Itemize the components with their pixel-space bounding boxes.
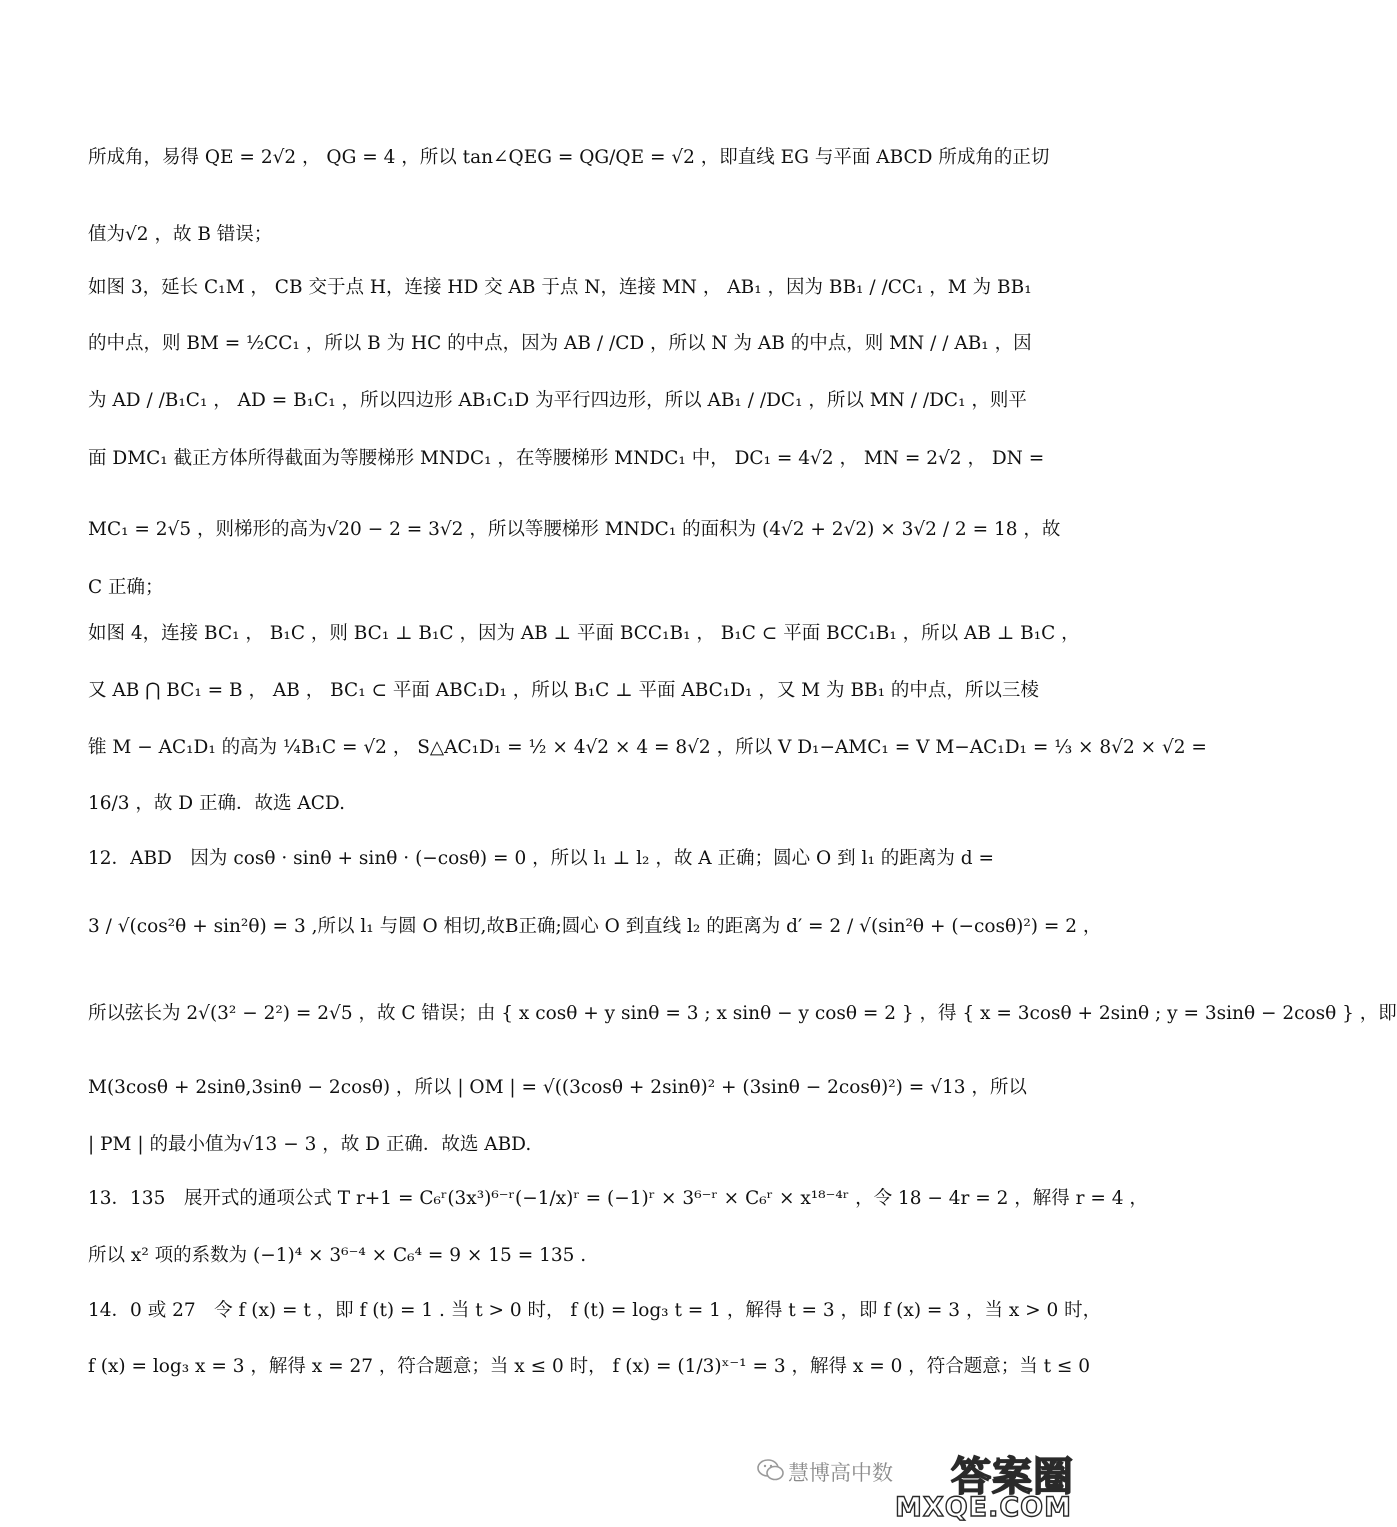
text-line: f (x) = log₃ x = 3 ，解得 x = 27 ，符合题意；当 x ≤ 0 时， f (x) = (1/3)ˣ⁻¹ = 3 ，解得 x = 0 ，符合题意；当 t ≤ 0 <box>88 1356 1091 1377</box>
text-line: C 正确； <box>88 577 164 598</box>
text-line: 所成角，易得 QE = 2√2 ， QG = 4 ，所以 tan∠QEG = QG/QE = √2 ，即直线 EG 与平面 ABCD 所成角的正切 <box>88 147 1050 168</box>
text-line: 所以弦长为 2√(3² − 2²) = 2√5 ，故 C 错误；由 { x cosθ + y sinθ = 3 ; x sinθ − y cosθ = 2 } ，得 { x = 3cosθ + 2sinθ ; y = 3sinθ − 2cosθ } ，即 <box>88 1003 1397 1024</box>
text-line: 如图 3，延长 C₁M ， CB 交于点 H，连接 HD 交 AB 于点 N，连接 MN ， AB₁ ，因为 BB₁ / /CC₁ ，M 为 BB₁ <box>88 277 1032 298</box>
text-line: 为 AD / /B₁C₁ ， AD = B₁C₁ ，所以四边形 AB₁C₁D 为平行四边形，所以 AB₁ / /DC₁ ，所以 MN / /DC₁ ，则平 <box>88 390 1027 411</box>
wechat-icon <box>756 1455 786 1485</box>
text-line: 面 DMC₁ 截正方体所得截面为等腰梯形 MNDC₁ ，在等腰梯形 MNDC₁ 中， DC₁ = 4√2 ， MN = 2√2 ， DN = <box>88 448 1045 469</box>
text-line: 锥 M − AC₁D₁ 的高为 ¼B₁C = √2 ， S△AC₁D₁ = ½ × 4√2 × 4 = 8√2 ，所以 V D₁−AMC₁ = V M−AC₁D₁ = ⅓ × 8√2 × √2 = <box>88 737 1207 758</box>
text-line: 又 AB ⋂ BC₁ = B ， AB ， BC₁ ⊂ 平面 ABC₁D₁ ，所以 B₁C ⊥ 平面 ABC₁D₁ ，又 M 为 BB₁ 的中点，所以三棱 <box>88 680 1039 701</box>
text-line: 3 / √(cos²θ + sin²θ) = 3 ,所以 l₁ 与圆 O 相切,故B正确;圆心 O 到直线 l₂ 的距离为 d′ = 2 / √(sin²θ + (−cosθ)²) = 2 ， <box>88 916 1102 937</box>
text-line: MC₁ = 2√5 ，则梯形的高为√20 − 2 = 3√2 ，所以等腰梯形 MNDC₁ 的面积为 (4√2 + 2√2) × 3√2 / 2 = 18 ，故 <box>88 519 1061 540</box>
text-line: M(3cosθ + 2sinθ,3sinθ − 2cosθ) ，所以 | OM | = √((3cosθ + 2sinθ)² + (3sinθ − 2cosθ)²) = √13 ，所以 <box>88 1077 1027 1098</box>
text-line: 值为√2 ，故 B 错误； <box>88 224 273 245</box>
text-line: 16/3 ，故 D 正确．故选 ACD. <box>88 793 345 814</box>
watermark <box>750 1435 1080 1527</box>
text-line: 的中点，则 BM = ½CC₁ ，所以 B 为 HC 的中点，因为 AB / /CD ，所以 N 为 AB 的中点，则 MN / / AB₁ ，因 <box>88 333 1032 354</box>
text-line: 如图 4，连接 BC₁ ， B₁C ，则 BC₁ ⊥ B₁C ，因为 AB ⊥ 平面 BCC₁B₁ ， B₁C ⊂ 平面 BCC₁B₁ ，所以 AB ⊥ B₁C ， <box>88 623 1080 644</box>
watermark-site: MXQE.COM <box>895 1492 1072 1523</box>
watermark-logo: 答案圈 <box>951 1454 1074 1500</box>
text-line: 所以 x² 项的系数为 (−1)⁴ × 3⁶⁻⁴ × C₆⁴ = 9 × 15 = 135 . <box>88 1245 587 1266</box>
text-line: 13．135 展开式的通项公式 T r+1 = C₆ʳ(3x³)⁶⁻ʳ(−1/x)ʳ = (−1)ʳ × 3⁶⁻ʳ × C₆ʳ × x¹⁸⁻⁴ʳ ，令 18 − 4r = 2 ，解得 r = 4 ， <box>88 1188 1148 1209</box>
watermark-account: 慧博高中数 <box>788 1461 893 1485</box>
text-line: 12．ABD 因为 cosθ · sinθ + sinθ · (−cosθ) = 0 ，所以 l₁ ⊥ l₂ ，故 A 正确；圆心 O 到 l₁ 的距离为 d = <box>88 848 994 869</box>
text-line: 14．0 或 27 令 f (x) = t ，即 f (t) = 1 . 当 t > 0 时， f (t) = log₃ t = 1 ，解得 t = 3 ，即 f (x) = 3 ，当 x > 0 时， <box>88 1300 1102 1321</box>
text-line: | PM | 的最小值为√13 − 3 ，故 D 正确．故选 ABD. <box>88 1134 532 1155</box>
